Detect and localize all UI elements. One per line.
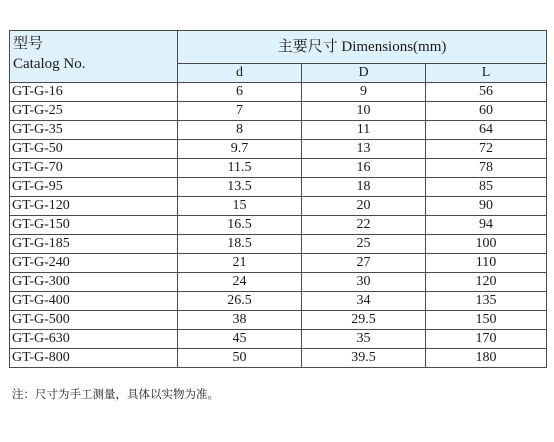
catalog-cell: GT-G-16 xyxy=(10,83,178,102)
catalog-header-cn: 型号 xyxy=(13,36,44,52)
table-row xyxy=(10,159,547,178)
table-body xyxy=(10,83,547,368)
D-cell: 9 xyxy=(302,83,426,102)
d-cell: 21 xyxy=(178,254,302,273)
L-cell: 85 xyxy=(426,178,547,197)
catalog-cell: GT-G-400 xyxy=(10,292,178,311)
L-cell: 78 xyxy=(426,159,547,178)
catalog-cell: GT-G-150 xyxy=(10,216,178,235)
D-cell: 18 xyxy=(302,178,426,197)
table-row xyxy=(10,121,547,140)
d-cell: 6 xyxy=(178,83,302,102)
L-cell: 120 xyxy=(426,273,547,292)
table-header-row xyxy=(10,31,547,64)
column-header-L: L xyxy=(426,64,547,83)
d-cell: 11.5 xyxy=(178,159,302,178)
d-cell: 18.5 xyxy=(178,235,302,254)
D-cell: 22 xyxy=(302,216,426,235)
D-cell: 11 xyxy=(302,121,426,140)
D-cell: 13 xyxy=(302,140,426,159)
L-cell: 135 xyxy=(426,292,547,311)
table-row xyxy=(10,349,547,368)
table-row xyxy=(10,178,547,197)
L-cell: 100 xyxy=(426,235,547,254)
D-cell: 10 xyxy=(302,102,426,121)
catalog-cell: GT-G-500 xyxy=(10,311,178,330)
L-cell: 72 xyxy=(426,140,547,159)
L-cell: 60 xyxy=(426,102,547,121)
L-cell: 94 xyxy=(426,216,547,235)
table-row xyxy=(10,311,547,330)
catalog-cell: GT-G-800 xyxy=(10,349,178,368)
L-cell: 90 xyxy=(426,197,547,216)
table-row xyxy=(10,330,547,349)
d-cell: 8 xyxy=(178,121,302,140)
catalog-cell: GT-G-630 xyxy=(10,330,178,349)
catalog-cell: GT-G-50 xyxy=(10,140,178,159)
L-cell: 64 xyxy=(426,121,547,140)
L-cell: 56 xyxy=(426,83,547,102)
d-cell: 38 xyxy=(178,311,302,330)
table-row xyxy=(10,102,547,121)
L-cell: 180 xyxy=(426,349,547,368)
catalog-cell: GT-G-70 xyxy=(10,159,178,178)
d-cell: 50 xyxy=(178,349,302,368)
d-cell: 7 xyxy=(178,102,302,121)
table-row xyxy=(10,235,547,254)
catalog-header-en: Catalog No. xyxy=(13,56,86,72)
d-cell: 26.5 xyxy=(178,292,302,311)
catalog-cell: GT-G-25 xyxy=(10,102,178,121)
table-row xyxy=(10,273,547,292)
D-cell: 29.5 xyxy=(302,311,426,330)
D-cell: 39.5 xyxy=(302,349,426,368)
catalog-cell: GT-G-185 xyxy=(10,235,178,254)
column-header-d: d xyxy=(178,64,302,83)
catalog-cell: GT-G-95 xyxy=(10,178,178,197)
L-cell: 170 xyxy=(426,330,547,349)
catalog-cell: GT-G-300 xyxy=(10,273,178,292)
L-cell: 110 xyxy=(426,254,547,273)
catalog-cell: GT-G-35 xyxy=(10,121,178,140)
D-cell: 30 xyxy=(302,273,426,292)
L-cell: 150 xyxy=(426,311,547,330)
column-header-D: D xyxy=(302,64,426,83)
table-row xyxy=(10,83,547,102)
D-cell: 34 xyxy=(302,292,426,311)
D-cell: 35 xyxy=(302,330,426,349)
dimensions-table xyxy=(9,30,547,368)
D-cell: 25 xyxy=(302,235,426,254)
table-row xyxy=(10,254,547,273)
table-row xyxy=(10,292,547,311)
dimensions-header: 主要尺寸 Dimensions(mm) xyxy=(178,31,547,64)
table-row xyxy=(10,216,547,235)
catalog-cell: GT-G-240 xyxy=(10,254,178,273)
footnote: 注：尺寸为手工测量，具体以实物为准。 xyxy=(12,387,219,401)
D-cell: 20 xyxy=(302,197,426,216)
D-cell: 16 xyxy=(302,159,426,178)
d-cell: 45 xyxy=(178,330,302,349)
d-cell: 24 xyxy=(178,273,302,292)
d-cell: 9.7 xyxy=(178,140,302,159)
catalog-cell: GT-G-120 xyxy=(10,197,178,216)
D-cell: 27 xyxy=(302,254,426,273)
table-row xyxy=(10,140,547,159)
catalog-header xyxy=(10,31,178,83)
d-cell: 13.5 xyxy=(178,178,302,197)
d-cell: 15 xyxy=(178,197,302,216)
d-cell: 16.5 xyxy=(178,216,302,235)
table-row xyxy=(10,197,547,216)
